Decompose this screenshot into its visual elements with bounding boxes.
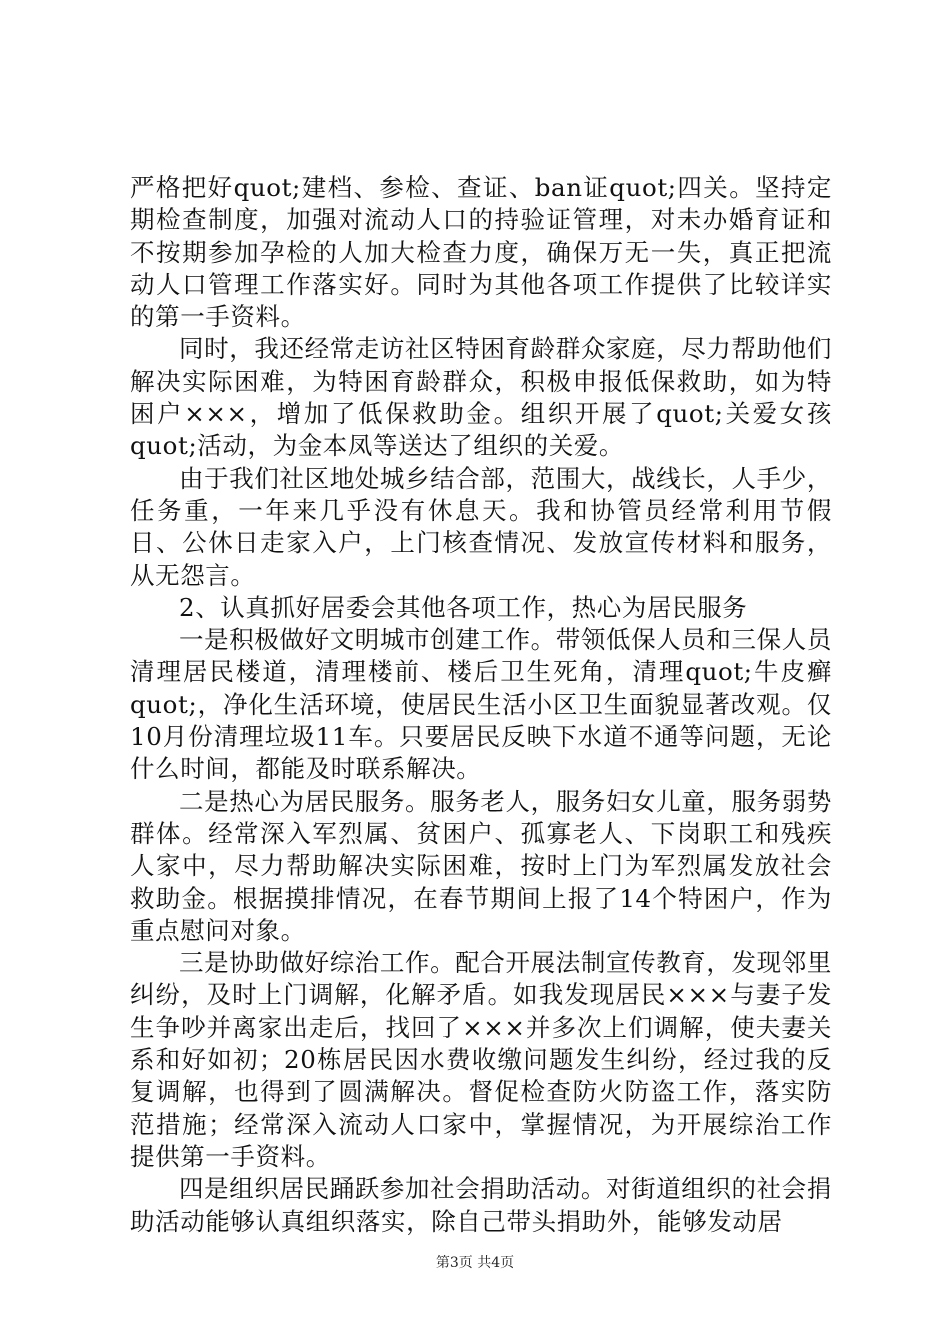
paragraph-1: 严格把好quot;建档、参检、查证、ban证quot;四关。坚持定期检查制度，加强对流动人口的持验证管理，对未办婚育证和不按期参加孕检的人加大检查力度，确保万无一失，真正把流动人口管理工作落实好。同时为其他各项工作提供了比较详实的第一手资料。: [130, 173, 832, 332]
paragraph-3: 由于我们社区地处城乡结合部，范围大，战线长，人手少，任务重，一年来几乎没有休息天。我和协管员经常利用节假日、公休日走家入户，上门核查情况、发放宣传材料和服务，从无怨言。: [130, 463, 832, 590]
section-heading: 2、认真抓好居委会其他各项工作，热心为居民服务: [179, 592, 748, 622]
paragraph-2: 同时，我还经常走访社区特困育龄群众家庭，尽力帮助他们解决实际困难，为特困育龄群众，积极申报低保救助，如为特困户×××，增加了低保救助金。组织开展了quot;关爱女孩quot;活动，为金本凤等送达了组织的关爱。: [130, 334, 832, 461]
paragraph-4: 一是积极做好文明城市创建工作。带领低保人员和三保人员清理居民楼道，清理楼前、楼后卫生死角，清理quot;牛皮癣quot;，净化生活环境，使居民生活小区卫生面貌显著改观。仅10月份清理垃圾11车。只要居民反映下水道不通等问题，无论什么时间，都能及时联系解决。: [130, 625, 832, 784]
paragraph-6: 三是协助做好综治工作。配合开展法制宣传教育，发现邻里纠纷，及时上门调解，化解矛盾。如我发现居民×××与妻子发生争吵并离家出走后，找回了×××并多次上们调解，使夫妻关系和好如初；20栋居民因水费收缴问题发生纠纷，经过我的反复调解，也得到了圆满解决。督促检查防火防盗工作，落实防范措施；经常深入流动人口家中，掌握情况，为开展综治工作提供第一手资料。: [130, 948, 832, 1171]
paragraph-5: 二是热心为居民服务。服务老人，服务妇女儿童，服务弱势群体。经常深入军烈属、贫困户、孤寡老人、下岗职工和残疾人家中，尽力帮助解决实际困难，按时上门为军烈属发放社会救助金。根据摸排情况，在春节期间上报了14个特困户，作为重点慰问对象。: [130, 786, 832, 945]
paragraph-7: 四是组织居民踊跃参加社会捐助活动。对街道组织的社会捐助活动能够认真组织落实，除自己带头捐助外，能够发动居: [130, 1174, 832, 1236]
page-number-footer: 第3页 共4页: [435, 1255, 515, 1271]
document-body: [130, 172, 832, 1238]
